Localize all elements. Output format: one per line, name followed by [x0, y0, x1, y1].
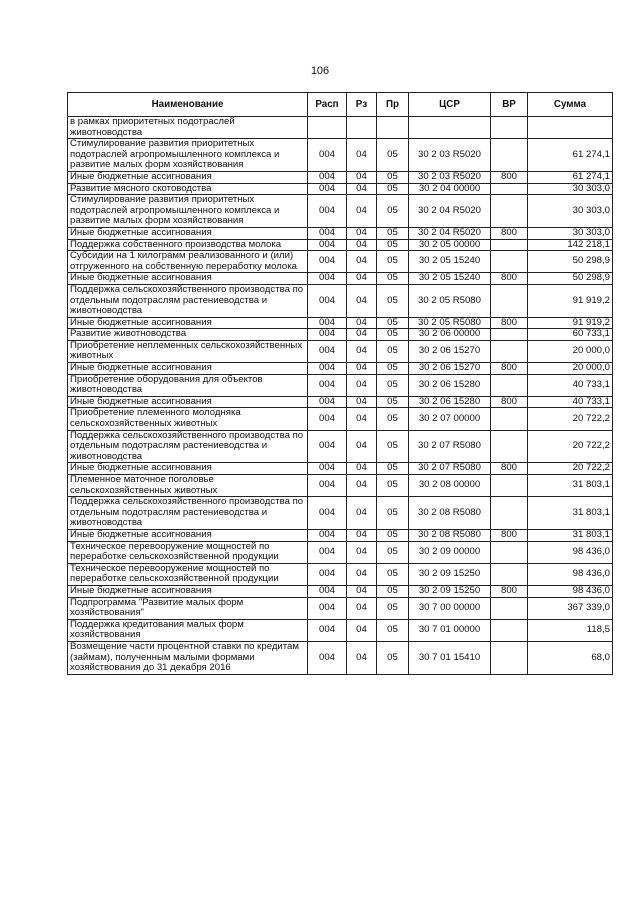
cell-csr: 30 2 06 15270 — [409, 363, 491, 375]
cell-name: Субсидии на 1 килограмм реализованного и (или) отгруженного на собственную переработку молока — [68, 251, 308, 273]
table-row — [68, 284, 613, 317]
cell-csr — [409, 117, 491, 139]
cell-vr — [491, 251, 528, 273]
cell-rz: 04 — [347, 239, 377, 251]
table-row — [68, 251, 613, 273]
table-row — [68, 227, 613, 239]
cell-sum: 367 339,0 — [528, 597, 613, 619]
cell-csr: 30 2 08 R5080 — [409, 497, 491, 530]
header-rasp: Расп — [308, 93, 347, 117]
cell-name: Иные бюджетные ассигнования — [68, 273, 308, 285]
table-row — [68, 171, 613, 183]
cell-pr: 05 — [377, 529, 409, 541]
cell-rz — [347, 117, 377, 139]
cell-name: Поддержка сельскохозяйственного производства по отдельным подотраслям растениеводства и животноводства — [68, 284, 308, 317]
table-row — [68, 340, 613, 362]
cell-name: Техническое перевооружение мощностей по переработке сельскохозяйственной продукции — [68, 563, 308, 585]
cell-name: Приобретение племенного молодняка сельскохозяйственных животных — [68, 408, 308, 430]
cell-sum: 20 000,0 — [528, 363, 613, 375]
cell-rasp: 004 — [308, 497, 347, 530]
cell-csr: 30 2 07 R5080 — [409, 430, 491, 463]
table-row — [68, 529, 613, 541]
table-row — [68, 329, 613, 341]
cell-pr: 05 — [377, 171, 409, 183]
cell-name: Иные бюджетные ассигнования — [68, 363, 308, 375]
cell-sum: 91 919,2 — [528, 284, 613, 317]
table-row — [68, 619, 613, 641]
table-body — [68, 117, 613, 675]
cell-rz: 04 — [347, 284, 377, 317]
cell-vr: 800 — [491, 273, 528, 285]
table-row — [68, 117, 613, 139]
cell-pr: 05 — [377, 227, 409, 239]
cell-rz: 04 — [347, 475, 377, 497]
cell-rz: 04 — [347, 273, 377, 285]
cell-name: Поддержка собственного производства молока — [68, 239, 308, 251]
cell-csr: 30 2 08 00000 — [409, 475, 491, 497]
cell-rz: 04 — [347, 317, 377, 329]
cell-rz: 04 — [347, 463, 377, 475]
cell-rz: 04 — [347, 329, 377, 341]
cell-sum: 31 803,1 — [528, 475, 613, 497]
cell-sum: 98 436,0 — [528, 563, 613, 585]
cell-rasp: 004 — [308, 317, 347, 329]
cell-rz: 04 — [347, 183, 377, 195]
cell-csr: 30 2 07 R5080 — [409, 463, 491, 475]
cell-sum: 50 298,9 — [528, 273, 613, 285]
cell-vr: 800 — [491, 363, 528, 375]
cell-vr — [491, 430, 528, 463]
cell-pr: 05 — [377, 396, 409, 408]
cell-rasp: 004 — [308, 408, 347, 430]
table-row — [68, 597, 613, 619]
cell-vr — [491, 563, 528, 585]
cell-rasp: 004 — [308, 541, 347, 563]
cell-pr: 05 — [377, 475, 409, 497]
cell-rz: 04 — [347, 541, 377, 563]
header-name: Наименование — [68, 93, 308, 117]
cell-vr — [491, 183, 528, 195]
cell-name: Приобретение оборудования для объектов животноводства — [68, 374, 308, 396]
table-row — [68, 273, 613, 285]
cell-pr — [377, 117, 409, 139]
cell-rasp: 004 — [308, 227, 347, 239]
cell-rasp: 004 — [308, 183, 347, 195]
cell-pr: 05 — [377, 408, 409, 430]
cell-vr — [491, 497, 528, 530]
cell-rz: 04 — [347, 374, 377, 396]
cell-sum: 30 303,0 — [528, 195, 613, 228]
cell-rasp: 004 — [308, 195, 347, 228]
cell-sum: 20 722,2 — [528, 430, 613, 463]
cell-rz: 04 — [347, 363, 377, 375]
table-row — [68, 139, 613, 172]
cell-rasp: 004 — [308, 396, 347, 408]
header-csr: ЦСР — [409, 93, 491, 117]
cell-sum: 20 000,0 — [528, 340, 613, 362]
cell-pr: 05 — [377, 139, 409, 172]
cell-csr: 30 2 06 15280 — [409, 374, 491, 396]
table-row — [68, 563, 613, 585]
table-row — [68, 585, 613, 597]
cell-rz: 04 — [347, 563, 377, 585]
table-row — [68, 363, 613, 375]
cell-pr: 05 — [377, 374, 409, 396]
table-row — [68, 239, 613, 251]
cell-name: Возмещение части процентной ставки по кредитам (займам), полученным малыми формами хозяйствования до 31 декабря 2016 — [68, 641, 308, 674]
cell-name: Развитие мясного скотоводства — [68, 183, 308, 195]
cell-vr — [491, 475, 528, 497]
cell-vr: 800 — [491, 171, 528, 183]
table-row — [68, 183, 613, 195]
header-sum: Сумма — [528, 93, 613, 117]
table-row — [68, 408, 613, 430]
cell-name: в рамках приоритетных подотраслей животноводства — [68, 117, 308, 139]
cell-vr: 800 — [491, 585, 528, 597]
cell-csr: 30 2 04 00000 — [409, 183, 491, 195]
cell-rasp: 004 — [308, 529, 347, 541]
table-row — [68, 430, 613, 463]
cell-csr: 30 2 09 15250 — [409, 563, 491, 585]
cell-pr: 05 — [377, 239, 409, 251]
table-row — [68, 463, 613, 475]
cell-vr: 800 — [491, 227, 528, 239]
cell-pr: 05 — [377, 641, 409, 674]
cell-pr: 05 — [377, 329, 409, 341]
cell-rasp: 004 — [308, 430, 347, 463]
cell-vr — [491, 597, 528, 619]
cell-rz: 04 — [347, 529, 377, 541]
cell-vr: 800 — [491, 529, 528, 541]
cell-name: Развитие животноводства — [68, 329, 308, 341]
cell-vr — [491, 139, 528, 172]
cell-sum: 142 218,1 — [528, 239, 613, 251]
cell-sum: 20 722,2 — [528, 408, 613, 430]
cell-vr — [491, 239, 528, 251]
cell-sum: 91 919,2 — [528, 317, 613, 329]
header-pr: Пр — [377, 93, 409, 117]
cell-csr: 30 7 01 15410 — [409, 641, 491, 674]
cell-csr: 30 2 06 00000 — [409, 329, 491, 341]
cell-vr: 800 — [491, 463, 528, 475]
cell-sum: 68,0 — [528, 641, 613, 674]
cell-rz: 04 — [347, 585, 377, 597]
cell-pr: 05 — [377, 195, 409, 228]
cell-rasp: 004 — [308, 340, 347, 362]
cell-name: Иные бюджетные ассигнования — [68, 396, 308, 408]
cell-pr: 05 — [377, 541, 409, 563]
header-rz: Рз — [347, 93, 377, 117]
cell-csr: 30 7 01 00000 — [409, 619, 491, 641]
cell-vr — [491, 541, 528, 563]
cell-sum: 30 303,0 — [528, 227, 613, 239]
cell-vr — [491, 195, 528, 228]
cell-vr — [491, 340, 528, 362]
cell-sum: 31 803,1 — [528, 497, 613, 530]
cell-rz: 04 — [347, 597, 377, 619]
cell-csr: 30 7 00 00000 — [409, 597, 491, 619]
cell-pr: 05 — [377, 251, 409, 273]
cell-rasp: 004 — [308, 171, 347, 183]
cell-name: Поддержка сельскохозяйственного производства по отдельным подотраслям растениеводства и животноводства — [68, 430, 308, 463]
cell-rz: 04 — [347, 227, 377, 239]
cell-pr: 05 — [377, 340, 409, 362]
cell-rasp: 004 — [308, 619, 347, 641]
cell-vr — [491, 329, 528, 341]
cell-name: Иные бюджетные ассигнования — [68, 317, 308, 329]
cell-name: Техническое перевооружение мощностей по переработке сельскохозяйственной продукции — [68, 541, 308, 563]
cell-name: Стимулирование развития приоритетных подотраслей агропромышленного комплекса и развитие малых форм хозяйствования — [68, 139, 308, 172]
cell-vr — [491, 374, 528, 396]
cell-csr: 30 2 05 R5080 — [409, 317, 491, 329]
page-number: 106 — [310, 65, 330, 77]
cell-rasp: 004 — [308, 284, 347, 317]
cell-sum — [528, 117, 613, 139]
cell-name: Иные бюджетные ассигнования — [68, 585, 308, 597]
cell-csr: 30 2 08 R5080 — [409, 529, 491, 541]
cell-rasp — [308, 117, 347, 139]
cell-vr — [491, 641, 528, 674]
cell-csr: 30 2 03 R5020 — [409, 139, 491, 172]
table-row — [68, 541, 613, 563]
cell-pr: 05 — [377, 273, 409, 285]
table-row — [68, 641, 613, 674]
cell-sum: 50 298,9 — [528, 251, 613, 273]
cell-rasp: 004 — [308, 239, 347, 251]
cell-name: Иные бюджетные ассигнования — [68, 171, 308, 183]
cell-rz: 04 — [347, 340, 377, 362]
cell-rz: 04 — [347, 171, 377, 183]
cell-vr — [491, 619, 528, 641]
cell-name: Иные бюджетные ассигнования — [68, 463, 308, 475]
cell-rasp: 004 — [308, 475, 347, 497]
cell-rz: 04 — [347, 430, 377, 463]
cell-pr: 05 — [377, 430, 409, 463]
cell-rasp: 004 — [308, 273, 347, 285]
cell-rz: 04 — [347, 251, 377, 273]
cell-csr: 30 2 03 R5020 — [409, 171, 491, 183]
cell-rz: 04 — [347, 497, 377, 530]
table-row — [68, 396, 613, 408]
cell-name: Стимулирование развития приоритетных подотраслей агропромышленного комплекса и развитие малых форм хозяйствования — [68, 195, 308, 228]
cell-name: Иные бюджетные ассигнования — [68, 227, 308, 239]
cell-sum: 40 733,1 — [528, 396, 613, 408]
cell-name: Племенное маточное поголовье сельскохозяйственных животных — [68, 475, 308, 497]
cell-rasp: 004 — [308, 641, 347, 674]
cell-vr: 800 — [491, 317, 528, 329]
cell-csr: 30 2 09 15250 — [409, 585, 491, 597]
cell-vr: 800 — [491, 396, 528, 408]
cell-rasp: 004 — [308, 463, 347, 475]
cell-csr: 30 2 05 15240 — [409, 273, 491, 285]
cell-csr: 30 2 09 00000 — [409, 541, 491, 563]
cell-pr: 05 — [377, 363, 409, 375]
cell-vr — [491, 117, 528, 139]
cell-csr: 30 2 04 R5020 — [409, 195, 491, 228]
cell-rasp: 004 — [308, 563, 347, 585]
cell-sum: 98 436,0 — [528, 585, 613, 597]
cell-sum: 61 274,1 — [528, 171, 613, 183]
cell-rz: 04 — [347, 396, 377, 408]
cell-rasp: 004 — [308, 363, 347, 375]
cell-sum: 61 274,1 — [528, 139, 613, 172]
cell-pr: 05 — [377, 284, 409, 317]
cell-csr: 30 2 05 00000 — [409, 239, 491, 251]
cell-sum: 20 722,2 — [528, 463, 613, 475]
cell-csr: 30 2 05 15240 — [409, 251, 491, 273]
cell-name: Поддержка сельскохозяйственного производства по отдельным подотраслям растениеводства и животноводства — [68, 497, 308, 530]
cell-pr: 05 — [377, 597, 409, 619]
cell-rz: 04 — [347, 408, 377, 430]
header-vr: ВР — [491, 93, 528, 117]
cell-rz: 04 — [347, 139, 377, 172]
table-header-row — [68, 93, 613, 117]
table-row — [68, 374, 613, 396]
cell-sum: 60 733,1 — [528, 329, 613, 341]
cell-rasp: 004 — [308, 597, 347, 619]
cell-pr: 05 — [377, 585, 409, 597]
cell-name: Иные бюджетные ассигнования — [68, 529, 308, 541]
cell-rz: 04 — [347, 195, 377, 228]
cell-rasp: 004 — [308, 329, 347, 341]
cell-pr: 05 — [377, 463, 409, 475]
cell-csr: 30 2 06 15280 — [409, 396, 491, 408]
cell-name: Подпрограмма "Развитие малых форм хозяйствования" — [68, 597, 308, 619]
cell-name: Приобретение неплеменных сельскохозяйственных животных — [68, 340, 308, 362]
table-row — [68, 317, 613, 329]
cell-rasp: 004 — [308, 374, 347, 396]
cell-csr: 30 2 06 15270 — [409, 340, 491, 362]
table-row — [68, 195, 613, 228]
cell-sum: 30 303,0 — [528, 183, 613, 195]
cell-rasp: 004 — [308, 251, 347, 273]
cell-pr: 05 — [377, 317, 409, 329]
cell-vr — [491, 408, 528, 430]
cell-pr: 05 — [377, 183, 409, 195]
budget-table — [67, 92, 613, 675]
cell-rz: 04 — [347, 619, 377, 641]
cell-pr: 05 — [377, 619, 409, 641]
cell-rasp: 004 — [308, 585, 347, 597]
cell-rz: 04 — [347, 641, 377, 674]
cell-csr: 30 2 07 00000 — [409, 408, 491, 430]
cell-pr: 05 — [377, 563, 409, 585]
cell-sum: 98 436,0 — [528, 541, 613, 563]
cell-rasp: 004 — [308, 139, 347, 172]
table-row — [68, 475, 613, 497]
cell-sum: 40 733,1 — [528, 374, 613, 396]
cell-sum: 31 803,1 — [528, 529, 613, 541]
cell-pr: 05 — [377, 497, 409, 530]
cell-csr: 30 2 04 R5020 — [409, 227, 491, 239]
table-row — [68, 497, 613, 530]
cell-vr — [491, 284, 528, 317]
cell-name: Поддержка кредитования малых форм хозяйствования — [68, 619, 308, 641]
cell-sum: 118,5 — [528, 619, 613, 641]
cell-csr: 30 2 05 R5080 — [409, 284, 491, 317]
